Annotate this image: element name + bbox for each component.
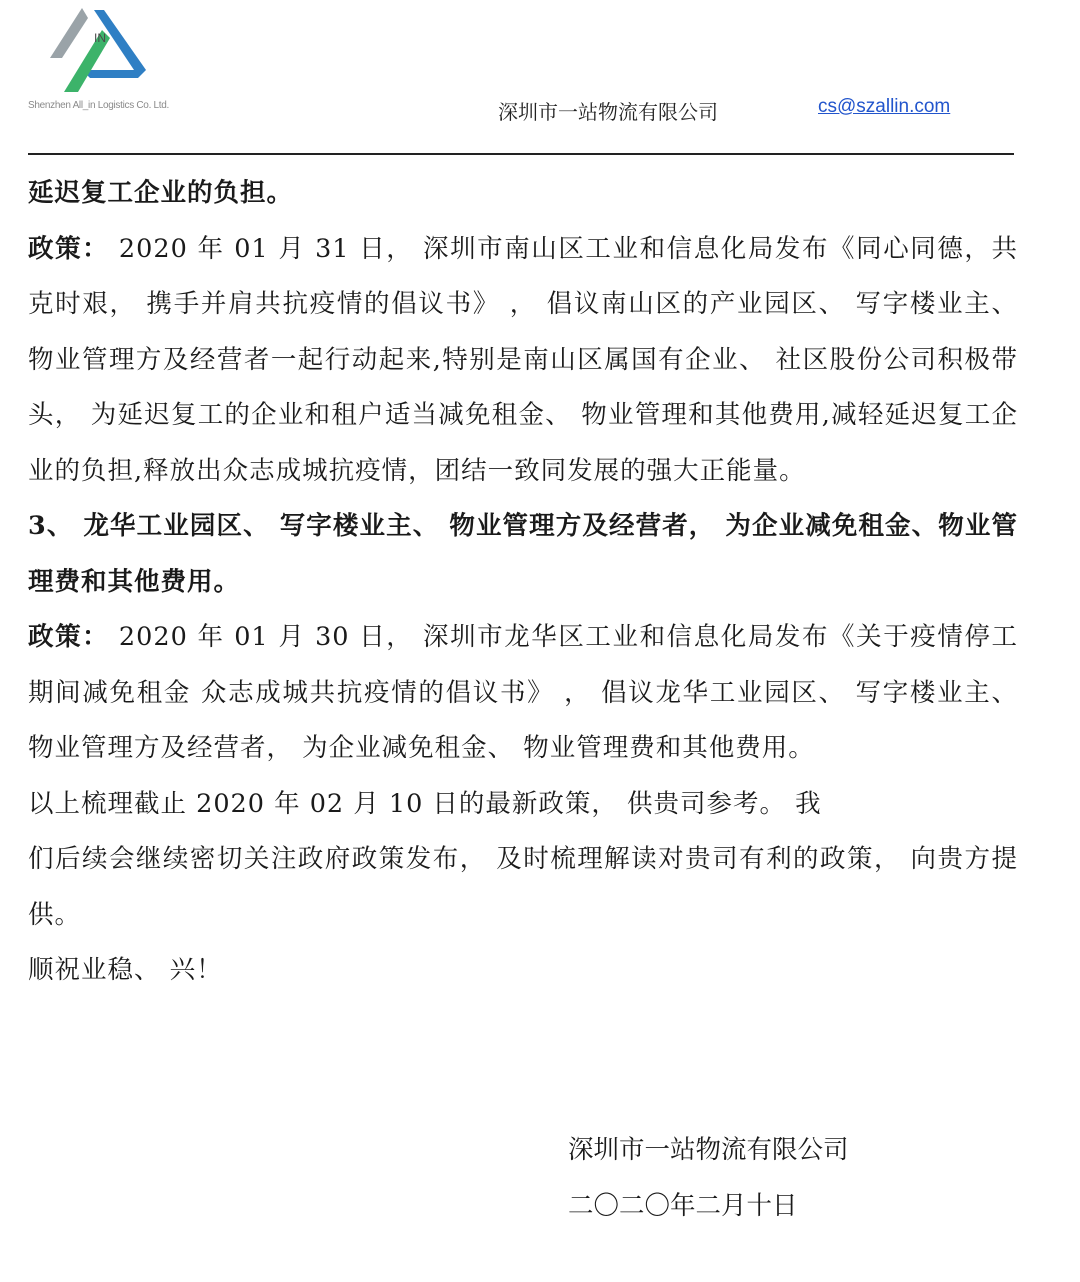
logo-blue-base	[82, 70, 146, 78]
email-link[interactable]: cs@szallin.com	[818, 96, 951, 117]
paragraph-policy-nanshan	[28, 222, 1018, 500]
policy-text: 2020 年 01 月 30 日， 深圳市龙华区工业和信息化局发布《关于疫情停工期间减免租金 众志成城共抗疫情的倡议书》 ， 倡议龙华工业园区、 写字楼业主、 物业管理方及经营者， 为企业减免租金、 物业管理费和其他费用。	[28, 622, 1018, 763]
letterhead	[0, 0, 1080, 160]
paragraph-summary: 以上梳理截止 2020 年 02 月 10 日的最新政策， 供贵司参考。 我	[28, 788, 822, 819]
section-heading-longhua: 3、 龙华工业园区、 写字楼业主、 物业管理方及经营者， 为企业减免租金、物业管理费和其他费用。	[28, 511, 1018, 597]
logo-triangle-icon	[42, 0, 152, 100]
logo-subtitle: Shenzhen All_in Logistics Co. Ltd.	[28, 100, 170, 111]
header-company-name: 深圳市一站物流有限公司	[498, 100, 718, 124]
logo-mark-text: IN	[94, 31, 106, 45]
signature-date: 二〇二〇年二月十日	[568, 1191, 798, 1221]
closing-greeting: 顺祝业稳、 兴！	[28, 955, 223, 985]
policy-text: 2020 年 01 月 31 日， 深圳市南山区工业和信息化局发布《同心同德，共克时艰， 携手并肩共抗疫情的倡议书》 ， 倡议南山区的产业园区、 写字楼业主、 物业管理方及经营者一起行动起来,特别是南山区属国有企业、 社区股份公司积极带头， 为延迟复工的企业和租户适当减免租金、 物业管理和其他费用,减轻延迟复工企业的负担,释放出众志成城抗疫情，团结一致同发展的强大正能量。	[28, 233, 1018, 486]
company-logo	[28, 0, 168, 118]
signature-block	[568, 1122, 849, 1234]
signature-company: 深圳市一站物流有限公司	[568, 1135, 849, 1165]
logo-gray-stroke	[50, 8, 88, 58]
policy-label: 政策：	[28, 233, 110, 264]
paragraph-followup: 们后续会继续密切关注政府政策发布， 及时梳理解读对贵司有利的政策， 向贵方提供。	[28, 844, 1018, 930]
paragraph-intro: 延迟复工企业的负担。	[28, 178, 294, 208]
header-divider	[28, 153, 1014, 155]
policy-label: 政策：	[28, 622, 110, 652]
paragraph-policy-longhua	[28, 610, 1018, 777]
letter-body	[28, 166, 1018, 999]
